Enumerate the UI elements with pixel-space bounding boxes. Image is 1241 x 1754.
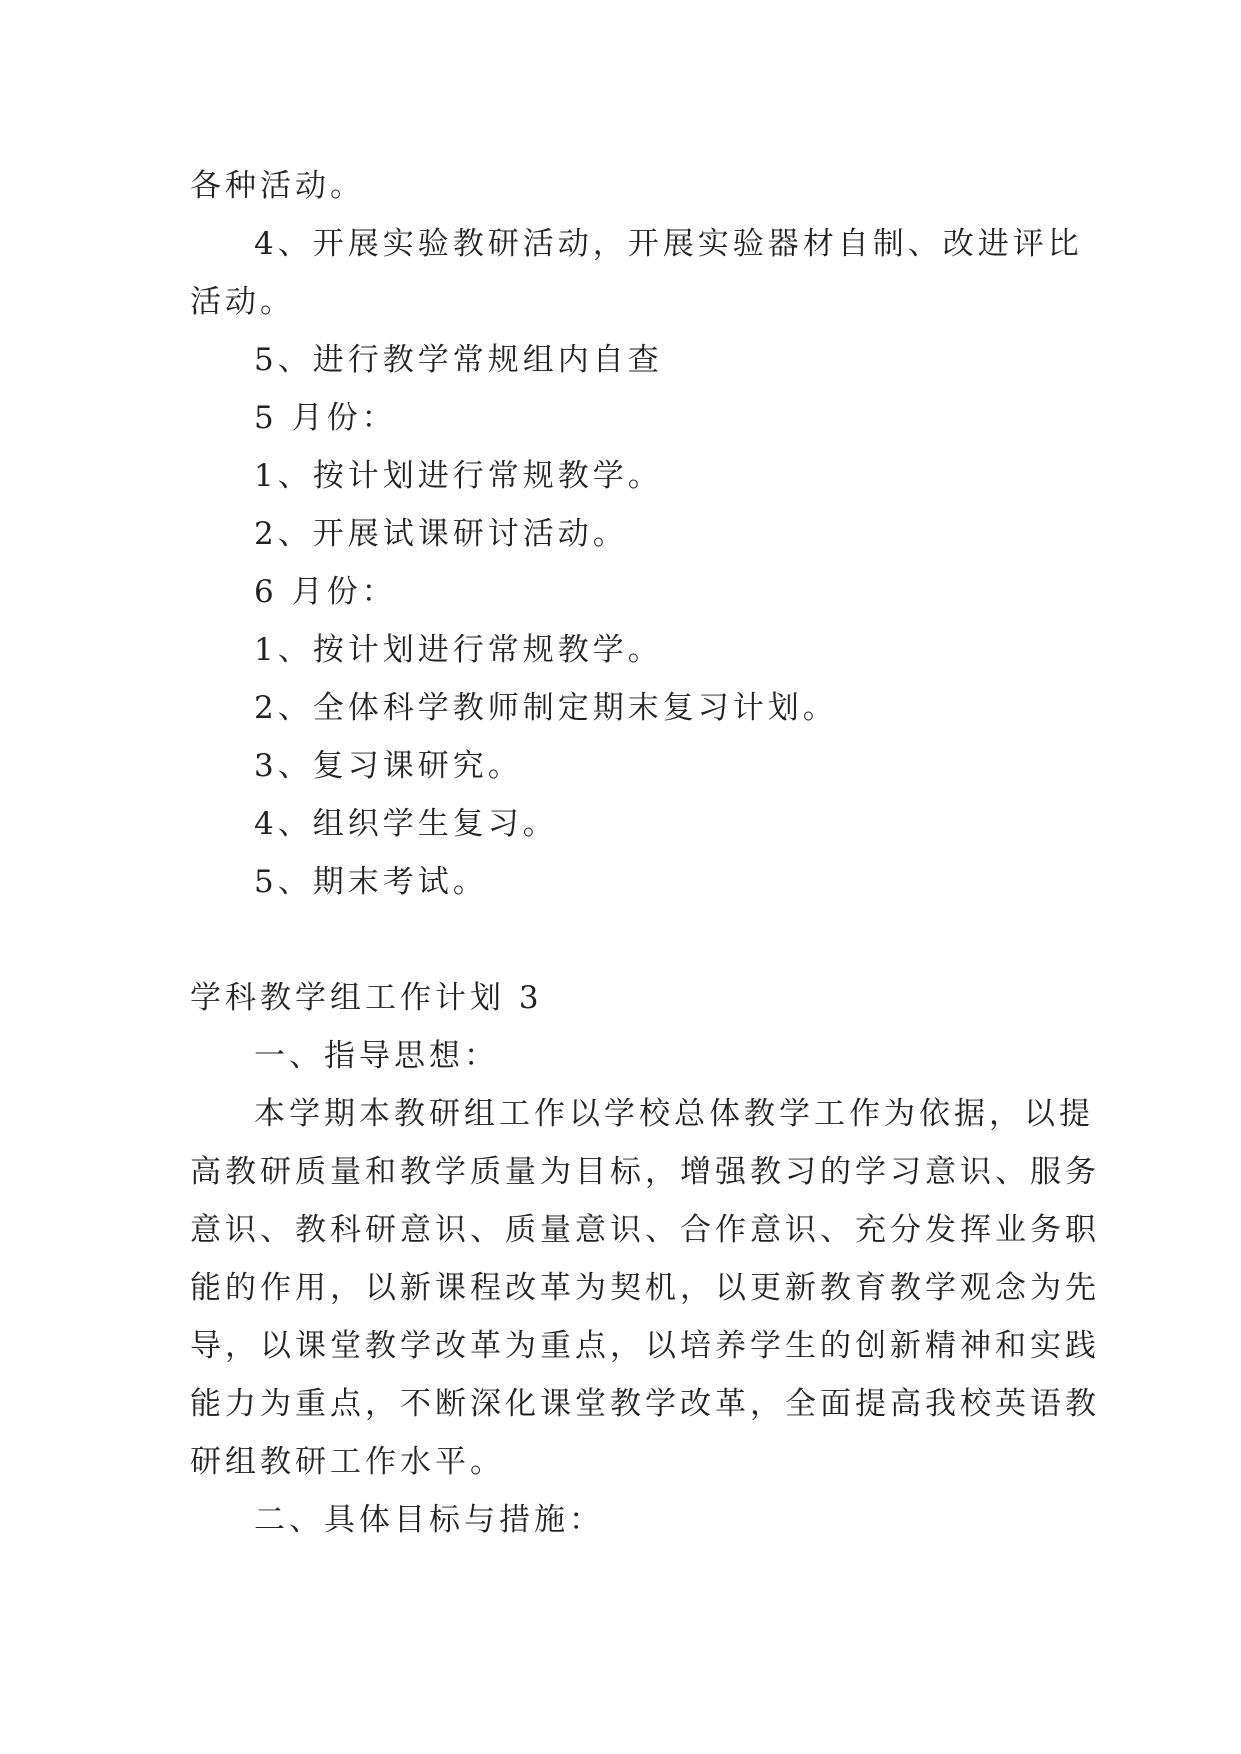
- text-line: 1、按计划进行常规教学。: [254, 458, 663, 494]
- text-line: 各种活动。: [190, 168, 365, 204]
- text-line: 4、开展实验教研活动，开展实验器材自制、改进评比: [254, 226, 1083, 262]
- section-heading: 5 月份：: [254, 400, 397, 436]
- section-heading: 6 月份：: [254, 574, 397, 610]
- text-line: 意识、教科研意识、质量意识、合作意识、充分发挥业务职: [190, 1212, 1100, 1248]
- text-line: 3、复习课研究。: [254, 748, 523, 784]
- text-line: 本学期本教研组工作以学校总体教学工作为依据，以提: [254, 1096, 1094, 1132]
- text-line: 活动。: [190, 284, 295, 320]
- section-heading: 一、指导思想：: [254, 1038, 499, 1074]
- text-line: 能力为重点，不断深化课堂教学改革，全面提高我校英语教: [190, 1386, 1100, 1422]
- text-line: 2、全体科学教师制定期末复习计划。: [254, 690, 838, 726]
- text-line: 导，以课堂教学改革为重点，以培养学生的创新精神和实践: [190, 1328, 1100, 1364]
- document-title: 学科教学组工作计划 3: [190, 980, 543, 1016]
- text-line: 5、期末考试。: [254, 864, 488, 900]
- text-line: 研组教研工作水平。: [190, 1444, 505, 1480]
- text-line: 4、组织学生复习。: [254, 806, 558, 842]
- text-line: 1、按计划进行常规教学。: [254, 632, 663, 668]
- text-line: 5、进行教学常规组内自查: [254, 342, 663, 378]
- text-line: 能的作用，以新课程改革为契机，以更新教育教学观念为先: [190, 1270, 1100, 1306]
- text-line: 2、开展试课研讨活动。: [254, 516, 628, 552]
- text-line: 高教研质量和教学质量为目标，增强教习的学习意识、服务: [190, 1154, 1100, 1190]
- section-heading: 二、具体目标与措施：: [254, 1502, 604, 1538]
